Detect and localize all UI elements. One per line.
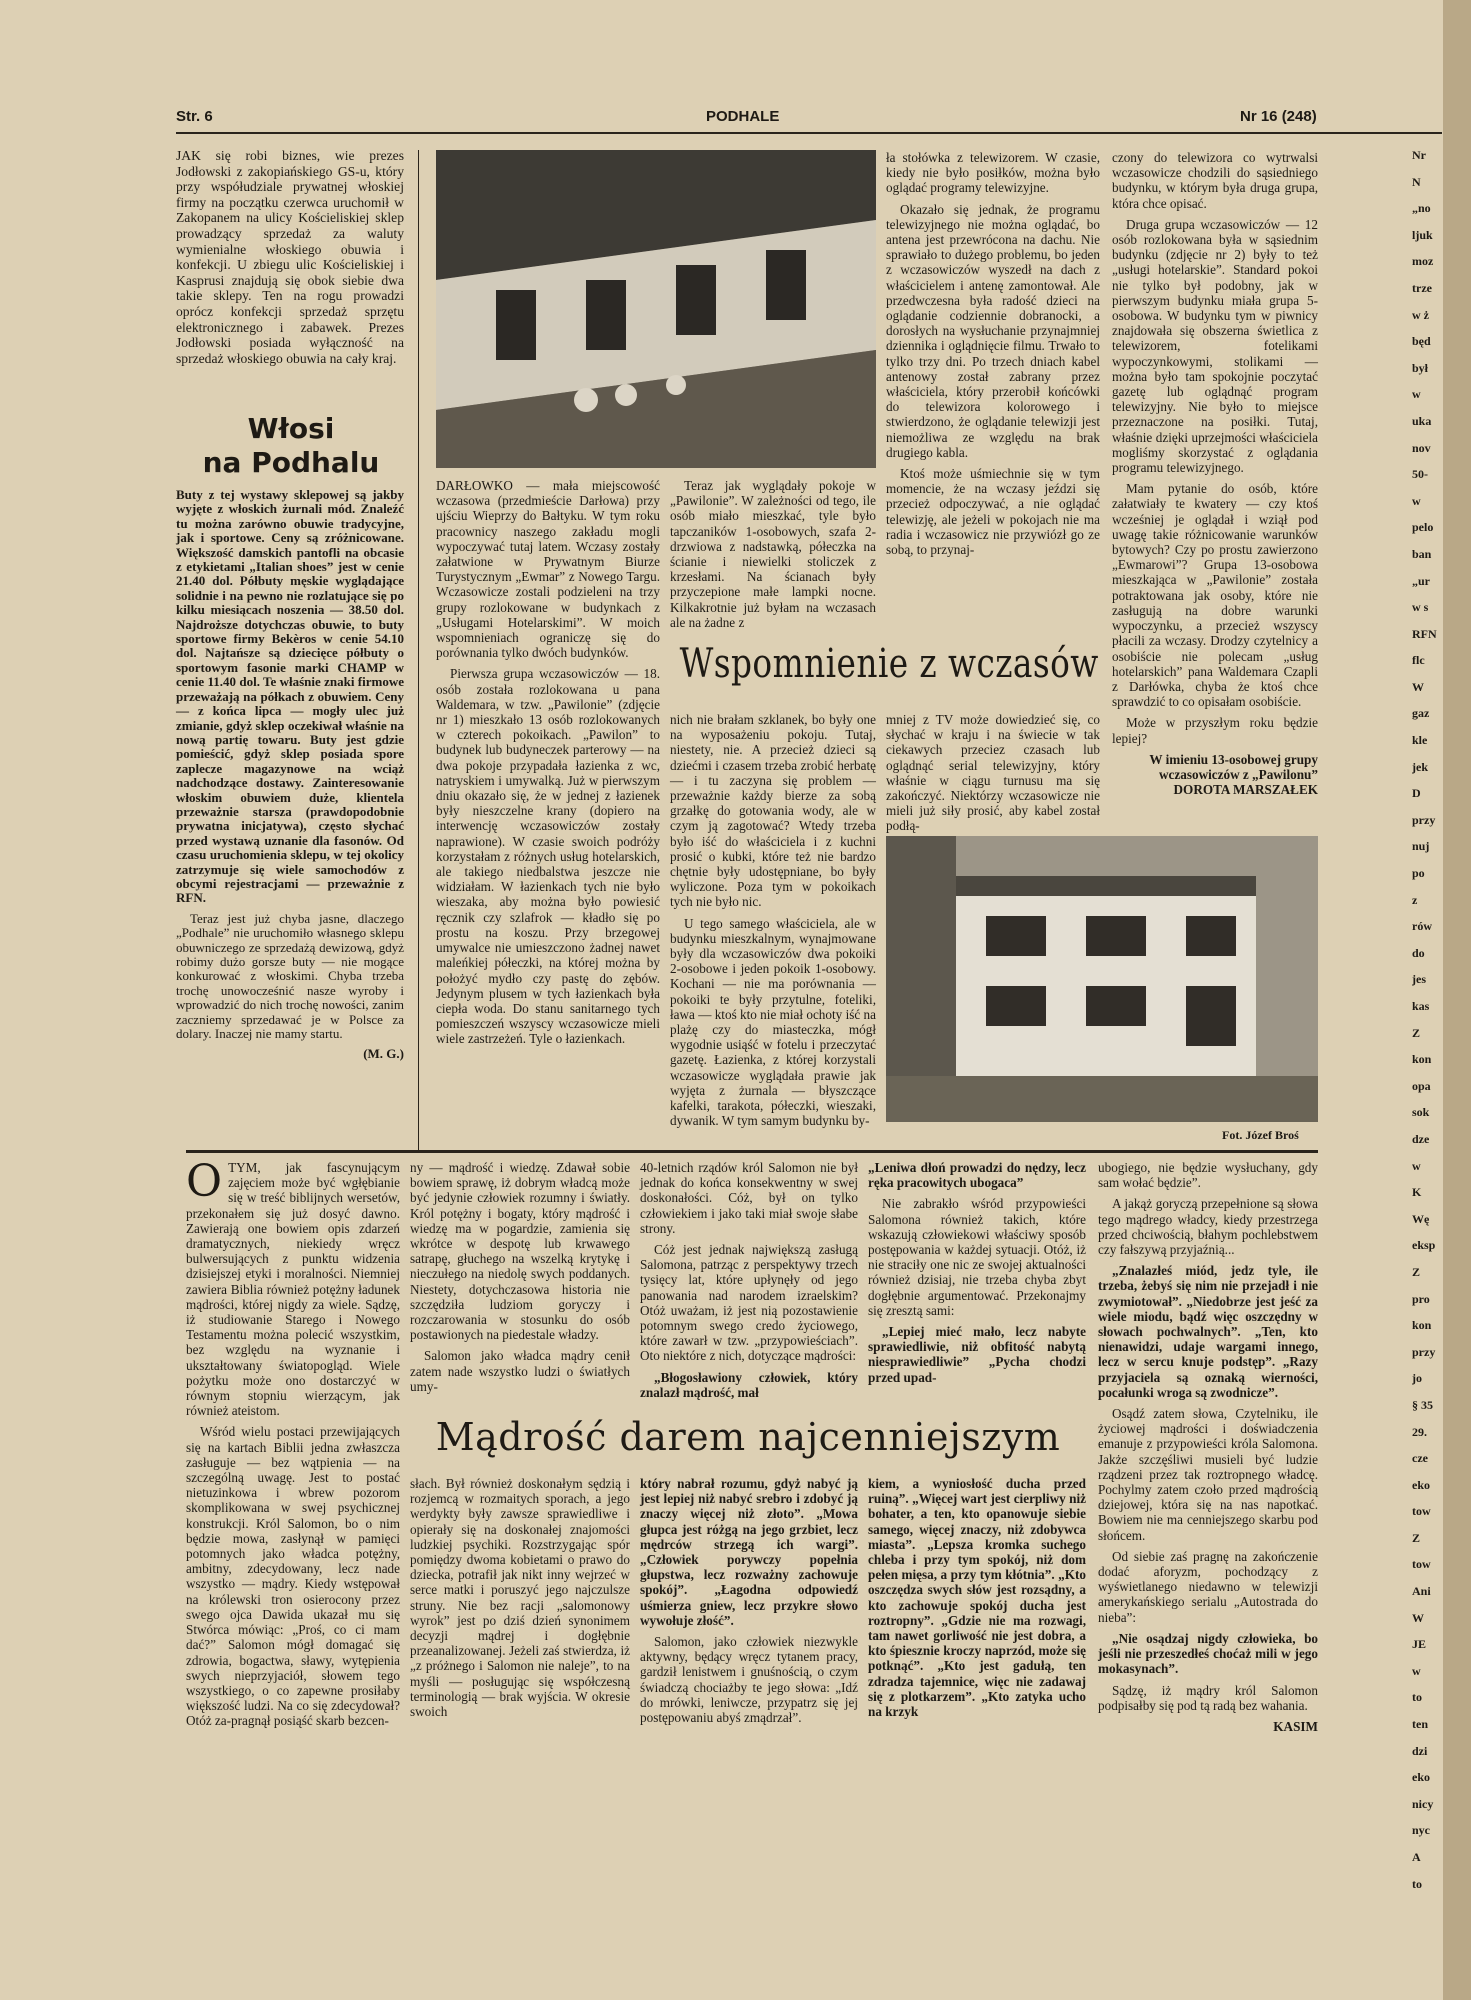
madrosc-c4c: „Lepiej mieć mało, lecz nabyte sprawiedliwie, niż obfitość nabytą niesprawiedliwie” „Pycha chodzi przed upad- bbox=[868, 1324, 1086, 1385]
wlosi-headline-line1: Włosi bbox=[247, 412, 335, 445]
margin-fragment: „no bbox=[1412, 201, 1431, 216]
margin-fragment: kon bbox=[1412, 1318, 1432, 1333]
madrosc-c5e: Od siebie zaś pragnę na zakończenie dodać aforyzm, pochodzący z wyświetlanego niedawno w telewizji amerykańskiego serialu „Autostrada do nieba”: bbox=[1098, 1548, 1318, 1625]
margin-fragment: w s bbox=[1412, 600, 1429, 615]
madrosc-c3b: Cóż jest jednak największą zasługą Salomona, patrząc z perspektywy trzech tysięcy lat, które upłynęły od jego panowania nad narodem izraelskim? Otóż uważam, iż jest nią pozostawienie potomnym swego credo życiowego, które zawarł w tzw. „przypowieściach”. Oto niektóre z nich, dotyczące mądrości: bbox=[640, 1242, 858, 1364]
margin-fragment: dzi bbox=[1412, 1743, 1428, 1758]
margin-fragment: ten bbox=[1412, 1717, 1428, 1732]
wczasy-lower2-p1: nich nie brałam szklanek, bo były one na wyposażeniu pokoju. Tutaj, niestety, nie. A przecież dzieci są dziećmi i czasem trzeba zrobić herbatę — i tu zaczyna się problem — przeważnie każdy bierze za sobą grzałkę do gotowania wody, ale w czym ją zagotować? Wtedy trzeba było iść do właściciela i z kuchni prosić o kubki, które też nie bardzo chętnie były udostępniane, bo były wyliczone. Poza tym w pokoikach tych nie było nic. bbox=[670, 712, 876, 910]
photo-caption: Fot. Józef Broś bbox=[1222, 1128, 1299, 1142]
wlosi-headline-line2: na Podhalu bbox=[202, 446, 380, 479]
wczasy-col3 bbox=[886, 150, 1100, 563]
wczasy-lower2 bbox=[670, 712, 876, 1134]
margin-fragment: ban bbox=[1412, 546, 1432, 561]
madrosc-lower2 bbox=[640, 1476, 858, 1731]
madrosc-lower1 bbox=[410, 1476, 630, 1725]
dropcap: O bbox=[186, 1156, 223, 1207]
madrosc-lower3 bbox=[868, 1476, 1086, 1725]
madrosc-c5c: „Znalazłeś miód, jedz tyle, ile trzeba, żebyś się nim nie przejadł i nie zwymiotował”. „Niedobrze jest jeść za wiele miodu, bądź więc oszczędny w słowach pochwalnych”. „Ten, kto nienawidzi, udaje wargami innego, lecz w sercu knuje podstęp”. „Razy przyjaciela są oznaką wierności, pocałunki wroga są zwodnicze”. bbox=[1098, 1263, 1318, 1400]
wczasy-col1 bbox=[436, 478, 660, 1053]
margin-fragment: pro bbox=[1412, 1291, 1430, 1306]
wlosi-headline bbox=[200, 412, 382, 480]
margin-fragment: uka bbox=[1412, 413, 1432, 428]
margin-fragment: eko bbox=[1412, 1770, 1430, 1785]
margin-fragment: nov bbox=[1412, 440, 1431, 455]
wczasy-headline: Wspomnienie z wczasów bbox=[679, 641, 1099, 687]
wlosi-body-1: Buty z tej wystawy sklepowej są jakby wyjęte z włoskich żurnali mód. Znaleźć tu można zarówno obuwie tradycyjne, jak i sportowe. Ceny są zróżnicowane. Większość damskich pantofli na obcasie z etykietami „Italian shoes” jest w cenie 21.40 dol. Półbuty męskie wyglądające solidnie i na pewno nie rozlatujące się po kilku miesiącach noszenia — 38.50 dol. Najdroższe dotychczas obuwie, to buty sportowe firmy Bekèros w cenie 54.10 dol. Najtańsze są dziecięce półbuty o sportowym fasonie marki CHAMP w cenie 11.40 dol. Te właśnie znaki firmowe przeważają na półkach z obuwiem. Ceny — z końca lipca — mogły ulec już zmianie, gdyż sklep oczekiwał właśnie na nową partię towaru. Buty jest gdzie pomieścić, gdyż sklep posiada spore zaplecze magazynowe na wciąż nadchodzące dostawy. Zainteresowanie włoskim obuwiem duże, klientela przeważnie starsza (prawdopodobnie prywatna inicjatywa), często słychać przed wystawą uznanie dla fasonów. Od czasu uruchomienia sklepu, w tej okolicy zatrzymuje się wiele samochodów z obcymi rejestracjami — przeważnie z RFN. bbox=[176, 487, 404, 906]
margin-fragment: W bbox=[1412, 1610, 1424, 1625]
margin-fragment: dze bbox=[1412, 1131, 1430, 1146]
margin-fragment: przy bbox=[1412, 1344, 1436, 1359]
madrosc-c3c: „Błogosławiony człowiek, który znalazł mądrość, mał bbox=[640, 1369, 858, 1400]
wczasy-col1-p1: DARŁOWKO — mała miejscowość wczasowa (przedmieście Darłowa) przy ujściu Wieprzy do Bałtyku. W tym roku pracownicy naszego zakładu mogli wypoczywać tutaj latem. Wczasy zostały załatwione w Prywatnym Biurze Turystycznym „Ewmar” z Nowego Targu. Wczasowicze zostali podzieleni na trzy grupy rozlokowane w budynkach z „Usługami Hotelarskimi”. W moich wspomnieniach ograniczę się do porównania tylko dwóch budynków. bbox=[436, 478, 660, 661]
madrosc-c2b: Salomon jako władca mądry cenił zatem nade wszystko ludzi o światłych umy- bbox=[410, 1348, 630, 1394]
margin-fragment: po bbox=[1412, 866, 1425, 881]
margin-fragment: trze bbox=[1412, 280, 1432, 295]
header-rule bbox=[176, 132, 1442, 134]
wlosi-body-2: Teraz jest już chyba jasne, dlaczego „Podhale” nie uruchomiło własnego sklepu obuwniczego ze sprzedażą dewizową, gdyż robimy dużo gorsze buty — nie mogące konkurować z włoskimi. Chyba trzeba trochę unowocześnić nasze wyroby i wprowadzić do nich trochę nowości, zanim zaczniemy sprzedawać je w Polsce za dolary. Inaczej nie mamy startu. bbox=[176, 910, 404, 1042]
madrosc-c5g: Sądzę, iż mądry król Salomon podpisałby się pod tą radą bez wahania. bbox=[1098, 1682, 1318, 1713]
margin-fragment: RFN bbox=[1412, 626, 1437, 641]
madrosc-c2: ny — mądrość i wiedzę. Zdawał sobie bowiem sprawę, iż dobrym władcą może być jedynie człowiek rozumny i światły. Król potężny i bogaty, który mądrość i wiedzę ma w pogardzie, zamienia się wkrótce w despotę lub krwawego satrapę, głuchego na wszelką krytykę i nieczułego na niedolę swych poddanych. Niestety, dotychczasowa historia nie szczędziła ludziom goryczy i rozczarowania w stosunku do osób postawionych na piedestale władzy. bbox=[410, 1160, 630, 1343]
madrosc-c5d: Osądź zatem słowa, Czytelniku, ile życiowej mądrości i doświadczenia emanuje z przypowieści króla Salomona. Jakże szczęśliwi musieli być ludzie rządzeni przez tak roztropnego władcę. Pochylmy zatem czoło przed mądrością dziejowej, która się na nas napotkać. Bowiem nie ma cenniejszego skarbu pod słońcem. bbox=[1098, 1406, 1318, 1543]
madrosc-c1: TYM, jak fascynującym zajęciem może być wgłębianie się w treść biblijnych wersetów, przekonałem się już dosyć dawno. Zawierają one bowiem opis zdarzeń dramatycznych, niekiedy wręcz bulwersujących z punktu widzenia dzisiejszej etyki i moralności. Niemniej zawiera Biblia również potężny ładunek mądrości, której nigdy za wiele. Sądzę, iż studiowanie Starego i Nowego Testamentu można polecić wszystkim, bez względu na wyznanie i ukształtowany światopogląd. Wiele pożytku może ono dostarczyć w równym stopniu wierzącym, jak również ateistom. bbox=[186, 1160, 400, 1419]
wczasy-col3-p3: Ktoś może uśmiechnie się w tym momencie, że na wczasy jeździ się przecież odpoczywać, a nie oglądać telewizję, ale jeżeli w pokojach nie ma radia i wczasowicz nie przywiózł go ze sobą, to przynaj- bbox=[886, 466, 1100, 558]
margin-fragment: w bbox=[1412, 493, 1421, 508]
margin-fragment: „ur bbox=[1412, 573, 1430, 588]
margin-fragment: 50- bbox=[1412, 467, 1428, 482]
madrosc-col4 bbox=[868, 1160, 1086, 1391]
margin-fragment: był bbox=[1412, 360, 1429, 375]
madrosc-c4: „Leniwa dłoń prowadzi do nędzy, lecz ręka pracowitych ubogaca” bbox=[868, 1160, 1086, 1191]
wczasy-col4-p3: Mam pytanie do osób, które załatwiały te kwatery — czy ktoś wcześniej je oglądał i wziął pod uwagę takie różnicowanie warunków bytowych? Czy po prostu zawierzono „Ewmarowi”? Grupa 13-osobowa mieszkająca w „Pawilonie” została potraktowana jak osoby, które nie zasługują na dobre warunki wypoczynku, a przecież wszyscy płacili za wczasy. Drodzy czytelnicy a osobiście nie polecam „usług hotelarskich” pana Waldemara Czapli z Darłówka, chyba że ktoś chce sprawdzić to co opisałam osobiście. bbox=[1112, 481, 1318, 710]
wczasy-lower2-p2: U tego samego właściciela, ale w budynku mieszkalnym, wynajmowane były dla wczasowiczów dwa pokoiki 2-osobowe i jeden pokoik 1-osobowy. Kochani — nie ma porównania — pokoiki te były przytulne, foteliki, ława — ktoś kto nie miał ochoty iść na plażę czy do miasteczka, mógł wygodnie usiąść w fotelu i przeczytać gazetę. Łazienka, z której korzystali wczasowicze wyglądała prawie jak wyjęta z żurnala — błyszczące kafelki, tarakota, półeczki, wieszaki, dywanik. W tym samym budynku by- bbox=[670, 915, 876, 1129]
wlosi-signature: (M. G.) bbox=[363, 1046, 404, 1062]
margin-fragment: nuj bbox=[1412, 839, 1430, 854]
margin-fragment: Z bbox=[1412, 1530, 1421, 1545]
article-wlosi bbox=[176, 148, 404, 372]
margin-fragment: eko bbox=[1412, 1477, 1430, 1492]
madrosc-col5 bbox=[1098, 1160, 1318, 1734]
margin-fragment: kle bbox=[1412, 733, 1428, 748]
wczasy-lower3 bbox=[886, 712, 1100, 840]
margin-fragment: nyc bbox=[1412, 1823, 1430, 1838]
margin-fragment: gaz bbox=[1412, 706, 1430, 721]
madrosc-c3: 40-letnich rządów król Salomon nie był jednak do końca konsekwentny w swej doskonałości. Cóż, był on tylko człowiekiem i jako taki miał swoje słabe strony. bbox=[640, 1160, 858, 1236]
madrosc-l2b: Salomon, jako człowiek niezwykle aktywny, będący wręcz tytanem pracy, gardził lenistwem i gnuśnością, o czym świadczą chociażby te jego słowa: „Idź do mrówki, leniwcze, przypatrz się jej postępowaniu abyś zmądrzał”. bbox=[640, 1634, 858, 1726]
madrosc-c1b: Wśród wielu postaci przewijających się na kartach Biblii jedna zwłaszcza zasługuje — bez wątpienia — na szczególną uwagę. Jest to postać nietuzinkowa i wbrew pozorom skomplikowana w swej psychicznej konstrukcji. Król Salomon, bo o nim będzie mowa, zasłynął w pamięci potomnych jako władca potężny, ambitny, zdecydowany, lecz nade wszystko — mądry. Kiedy wstępował na królewski tron osierocony przez swego ojca Dawida ukazał mu się Stwórca mówiąc: „Proś, co ci mam dać?” Salomon mógł domagać się zdrowia, bogactwa, sławy, wytępienia swych nieprzyjaciół, słowem tego wszystkiego, o co zapewne prosiłaby większość ludzi. Na co się zdecydował? Otóż za-pragnął posiąść skarb bezcen- bbox=[186, 1424, 400, 1729]
margin-fragment: tow bbox=[1412, 1504, 1431, 1519]
margin-fragment: jes bbox=[1412, 972, 1426, 987]
margin-fragment: tow bbox=[1412, 1557, 1431, 1572]
margin-fragment: Z bbox=[1412, 1025, 1421, 1040]
margin-fragment: moz bbox=[1412, 254, 1434, 269]
margin-fragment: W bbox=[1412, 679, 1424, 694]
margin-fragment: w bbox=[1412, 1158, 1421, 1173]
margin-fragment: cze bbox=[1412, 1451, 1428, 1466]
margin-fragment: kas bbox=[1412, 999, 1430, 1013]
madrosc-l3: kiem, a wyniosłość ducha przed ruiną”. „Więcej wart jest cierpliwy niż bohater, a ten, kto opanowuje siebie samego, więcej znaczy, niż zdobywca miasta”. „Lepsza kromka suchego chleba i przy tym spokój, niż dom pełen mięsa, a przy tym kłótnia”. „Kto oszczędza swych słów jest rozsądny, a kto zachowuje spokój ducha jest roztropny”. „Gdzie nie ma rozwagi, tam nawet gorliwość nie jest dobra, a kto śpiesznie kroczy naprzód, może się potknąć”. „Kto jest gadułą, ten zdradza tajemnice, więc nie zadawaj się z plotkarzem”. „Kto zatyka ucho na krzyk bbox=[868, 1476, 1086, 1720]
photo-building bbox=[886, 836, 1318, 1122]
madrosc-l1: słach. Był również doskonałym sędzią i rozjemcą w rozmaitych sporach, a jego werdykty były zawsze sprawiedliwe i opierały się na doskonałej znajomości ludzkiej psychiki. Rozstrzygając spór pomiędzy dwoma kobietami o prawo do dziecka, potrafił jak nikt inny wejrzeć w serce matki i poruszyć jego najczulsze struny. Nie bez racji „salomonowy wyrok” jest po dziś dzień synonimem decyzji mądrej i dogłębnie przeanalizowanej. Jeżeli zaś stwierdza, iż „z próżnego i Salomon nie naleje”, to na myśli — posługując się współczesną terminologią — brak wyjścia. W okresie swoich bbox=[410, 1476, 630, 1720]
margin-fragment: kon bbox=[1412, 1052, 1432, 1067]
margin-fragment: A bbox=[1412, 1850, 1421, 1864]
next-page-margin bbox=[1412, 148, 1452, 1903]
wczasy-sign-2: DOROTA MARSZAŁEK bbox=[1173, 782, 1318, 798]
margin-fragment: w ż bbox=[1412, 307, 1429, 322]
margin-fragment: sok bbox=[1412, 1105, 1430, 1120]
margin-fragment: eksp bbox=[1412, 1238, 1436, 1253]
margin-fragment: Wę bbox=[1412, 1211, 1430, 1226]
madrosc-c5f: „Nie osądzaj nigdy człowieka, bo jeśli nie przeszedłeś choćaż mili w jego mokasynach”. bbox=[1098, 1630, 1318, 1677]
column-rule bbox=[418, 150, 419, 1150]
margin-fragment: JE bbox=[1412, 1637, 1427, 1652]
margin-fragment: jo bbox=[1412, 1371, 1422, 1386]
margin-fragment: Nr bbox=[1412, 148, 1426, 162]
madrosc-l2: który nabrał rozumu, gdyż nabyć ją jest lepiej niż nabyć srebro i zdobyć ją znaczy więcej niż złoto”. „Mowa głupca jest różgą na jego grzbiet, lecz mędrców strzegą ich wargi”. „Człowiek porywczy popełnia głupstwa, lecz rozważny zachowuje spokój”. „Łagodna odpowiedź uśmierza gniew, lecz przykre słowo wywołuje złość”. bbox=[640, 1476, 858, 1628]
madrosc-col3 bbox=[640, 1160, 858, 1406]
madrosc-c5: ubogiego, nie będzie wysłuchany, gdy sam wołać będzie”. bbox=[1098, 1160, 1318, 1191]
wczasy-col4 bbox=[1112, 150, 1318, 797]
issue-number: Nr 16 (248) bbox=[1240, 108, 1317, 125]
margin-fragment: Z bbox=[1412, 1264, 1421, 1279]
wczasy-sign-1: W imieniu 13-osobowej grupy wczasowiczów z „Pawilonu” bbox=[1149, 751, 1318, 782]
madrosc-c4b: Nie zabrakło wśród przypowieści Salomona również takich, które wskazują człowiekowi właściwy sposób postępowania w każdej sytuacji. Otóż, iż nie straciły one nic ze swojej aktualności również dzisiaj, nie trzeba chyba zbyt dogłębnie argumentować. Przekonajmy się zresztą sami: bbox=[868, 1196, 1086, 1318]
margin-fragment: przy bbox=[1412, 812, 1436, 827]
margin-fragment: 29. bbox=[1412, 1424, 1427, 1439]
margin-fragment: D bbox=[1412, 786, 1421, 801]
wczasy-lower3-p1: mniej z TV może dowiedzieć się, co słychać w kraju i na świecie w tak ciekawych przeciez czasach lub oglądnąć serial telewizyjny, który właśnie w ciągu turnusu ma się zakończyć. Niektórzy wczasowicze nie mieli już siły prosić, aby kabel został podłą- bbox=[886, 712, 1100, 834]
margin-fragment: jek bbox=[1412, 759, 1428, 774]
page-number: Str. 6 bbox=[176, 108, 213, 125]
madrosc-c5b: A jakąż goryczą przepełnione są słowa tego mądrego władcy, kiedy przestrzega przed chciwością, błahym pochlebstwem czy fałszywą przyjaźnią... bbox=[1098, 1196, 1318, 1258]
wlosi-body bbox=[176, 488, 404, 1062]
wczasy-col2-p1: Teraz jak wyglądały pokoje w „Pawilonie”. W zależności od tego, ile osób miało mieszkać, tyle było tapczaników 1-osobowych, szafa 2-drzwiowa z nadstawką, półeczka na ścianie i niewielki stoliczek z krzesłami. Na ścianach były przyczepione małe lampki nocne. Kilkakrotnie już byłam na wczasach ale na żadne z bbox=[670, 478, 876, 630]
photo-pawilon bbox=[436, 150, 876, 468]
margin-fragment: flc bbox=[1412, 653, 1425, 668]
wczasy-col3-p1: ła stołówka z telewizorem. W czasie, kiedy nie było posiłków, można było oglądać programy telewizyjne. bbox=[886, 150, 1100, 196]
wczasy-col4-p2: Druga grupa wczasowiczów — 12 osób rozlokowana była w sąsiednim budynku (zdjęcie nr 2) były to też „usługi hotelarskie”. Standard pokoi nie tylko był podobny, jak w pierwszym budynku miała grupa 5-osobowa. W budynku tym w piwnicy znajdowała się obszerna świetlica z telewizorem, fotelikami wypoczynkowymi, stolikami — można było tam spokojnie poczytać gazetę lub oglądnąć program telewizyjny. Nie było to miejsce przeznaczone na posiłki. Tutaj, właśnie dzięki uprzejmości właściciela mogliśmy skorzystać z oglądania programu telewizyjnego. bbox=[1112, 216, 1318, 476]
section-rule bbox=[186, 1150, 1318, 1153]
wlosi-intro: JAK się robi biznes, wie prezes Jodłowski z zakopiańskiego GS-u, który przy współudziale prywatnej włoskiej firmy na początku czerwca uruchomił w Zakopanem na ulicy Kościeliskiej sklep prowadzący sprzedaż za waluty wymienialne włoskiego obuwia i konfekcji. U zbiegu ulic Kościeliskiej i Kasprusi znajdują się obok siebie dwa takie sklepy. Ten na rogu prowadzi oprócz konfekcji sprzedaż sprzętu elektronicznego i zabawek. Prezes Jodłowski posiada wyłączność na sprzedaż włoskiego obuwia na cały kraj. bbox=[176, 148, 404, 366]
margin-fragment: nicy bbox=[1412, 1796, 1434, 1811]
wczasy-col4-p4: Może w przyszłym roku będzie lepiej? bbox=[1112, 715, 1318, 746]
madrosc-headline: Mądrość darem najcenniejszym bbox=[435, 1415, 1061, 1459]
margin-fragment: Ani bbox=[1412, 1584, 1431, 1599]
margin-fragment: K bbox=[1412, 1185, 1422, 1200]
margin-fragment: rów bbox=[1412, 919, 1432, 934]
margin-fragment: z bbox=[1412, 892, 1418, 907]
wczasy-col4-p1: czony do telewizora co wytrwalsi wczasowicze chodzili do sąsiedniego budynku, w którym była druga grupa, która chce opisać. bbox=[1112, 150, 1318, 211]
margin-fragment: N bbox=[1412, 174, 1421, 189]
wczasy-col2 bbox=[670, 478, 876, 636]
masthead-title: PODHALE bbox=[706, 108, 780, 125]
margin-fragment: to bbox=[1412, 1690, 1422, 1705]
margin-fragment: w bbox=[1412, 387, 1421, 402]
margin-fragment: będ bbox=[1412, 334, 1431, 349]
margin-fragment: ljuk bbox=[1412, 227, 1433, 242]
wczasy-col3-p2: Okazało się jednak, że programu telewizyjnego nie można oglądać, bo antena jest przewrócona na dachu. Nie sprawiało to dużego problemu, bo jeden z wczasowiczów wyszedł na dach z właścicielem i antenę zamontował. Ale przedwczesna była radość dzieci na oglądanie codziennie dobranocki, a dorosłych na wysłuchanie przynajmniej dziennika i oglądnięcie filmu. Trwało to tylko trzy dni. Po trzech dniach kabel antenowy został zabrany przez właściciela, który przerobił końcówki do telewizora kolorowego i stwierdzono, że oglądanie telewizji jest niemożliwa ze względu na brak drugiego kabla. bbox=[886, 201, 1100, 460]
madrosc-col1 bbox=[186, 1156, 400, 1735]
margin-fragment: do bbox=[1412, 945, 1425, 960]
margin-fragment: opa bbox=[1412, 1078, 1431, 1093]
wczasy-col1-p2: Pierwsza grupa wczasowiczów — 18. osób została rozlokowana u pana Waldemara, w tzw. „Pawilonie” (zdjęcie nr 1) mieszkało 13 osób rozlokowanych w czterech pokoikach. „Pawilon” to budynek lub budyneczek parterowy — na dwa pokoje przypadała łazienka z wc, natryskiem i umywalką. Już w pierwszym dniu okazało się, że w jednej z łazienek były nieszczelne krany (dopiero na interwencję wczasowiczów zostały naprawione). W czasie swoich podróży korzystałam z różnych usług hotelarskich, ale takiego niedbalstwa jeszcze nie widziałam. W łazienkach tych nie było wieszaka, aby można było powiesić ręcznik czy szlafrok — kładło się po prostu na koszu. Przy brzegowej umywalce nie umieszczono żadnej nawet maleńkiej półeczki, na której można by położyć mydło czy pastę do zębów. Jedynym plusem w tych łazienkach była ciepła woda. Do stanu sanitarnego tych pomieszczeń wszyscy wczasowicze mieli wiele zastrzeżeń. Tyle o łazienkach. bbox=[436, 666, 660, 1047]
madrosc-col2 bbox=[410, 1160, 630, 1400]
madrosc-signature: KASIM bbox=[1273, 1718, 1318, 1734]
margin-fragment: w bbox=[1412, 1663, 1421, 1678]
margin-fragment: pelo bbox=[1412, 520, 1434, 535]
margin-fragment: to bbox=[1412, 1876, 1422, 1891]
margin-fragment: § 35 bbox=[1412, 1397, 1433, 1412]
